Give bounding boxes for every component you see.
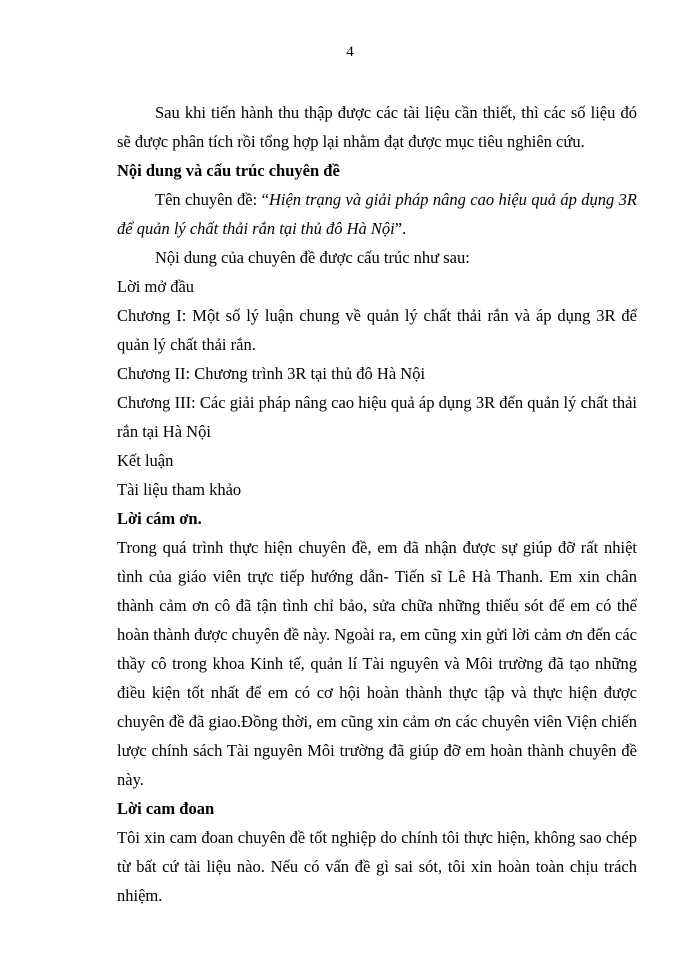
structure-heading: Nội dung và cấu trúc chuyên đề (117, 161, 340, 180)
page-number: 4 (346, 44, 354, 60)
topic-suffix: ”. (394, 219, 407, 238)
pledge-heading: Lời cam đoan (117, 799, 215, 818)
topic-paragraph (117, 185, 637, 243)
structure-item-chapter-3: Chương III: Các giải pháp nâng cao hiệu quả áp dụng 3R đến quản lý chất thải rắn tại Hà Nội (117, 393, 637, 441)
structure-item-references: Tài liệu tham khảo (117, 480, 242, 499)
structure-item-chapter-2: Chương II: Chương trình 3R tại thủ đô Hà Nội (117, 364, 426, 383)
structure-item-opening: Lời mở đầu (117, 277, 195, 296)
document-body (117, 98, 637, 910)
intro-paragraph: Sau khi tiến hành thu thập được các tài liệu cần thiết, thì các số liệu đó sẽ được phân tích rồi tổng hợp lại nhằm đạt được mục tiêu nghiên cứu. (117, 103, 637, 151)
structure-intro: Nội dung của chuyên đề được cấu trúc như sau: (155, 248, 470, 267)
structure-item-chapter-1: Chương I: Một số lý luận chung về quản lý chất thải rắn và áp dụng 3R để quản lý chất thải rắn. (117, 306, 637, 354)
thanks-paragraph: Trong quá trình thực hiện chuyên đề, em đã nhận được sự giúp đỡ rất nhiệt tình của giáo viên trực tiếp hướng dẫn- Tiến sĩ Lê Hà Thanh. Em xin chân thành cảm ơn cô đã tận tình chỉ bảo, sửa chữa những thiếu sót để em có thể hoàn thành được chuyên đề này. Ngoài ra, em cũng xin gửi lời cảm ơn đến các thầy cô trong khoa Kinh tế, quản lí Tài nguyên và Môi trường đã tạo những điều kiện tốt nhất để em có cơ hội hoàn thành thực tập và thực hiện được chuyên đề đã giao.Đồng thời, em cũng xin cảm ơn các chuyên viên Viện chiến lược chính sách Tài nguyên Môi trường đã giúp đỡ em hoàn thành chuyên đề này. (117, 538, 637, 789)
topic-prefix: Tên chuyên đề: “ (155, 190, 269, 209)
structure-item-conclusion: Kết luận (117, 451, 174, 470)
topic-title: Hiện trạng và giải pháp nâng cao hiệu quả áp dụng 3R để quản lý chất thải rắn tại thủ đô Hà Nội (117, 190, 638, 238)
thanks-heading: Lời cám ơn. (117, 509, 202, 528)
pledge-paragraph: Tôi xin cam đoan chuyên đề tốt nghiệp do chính tôi thực hiện, không sao chép từ bất cứ tài liệu nào. Nếu có vấn đề gì sai sót, tôi xin hoàn toàn chịu trách nhiệm. (117, 828, 637, 905)
